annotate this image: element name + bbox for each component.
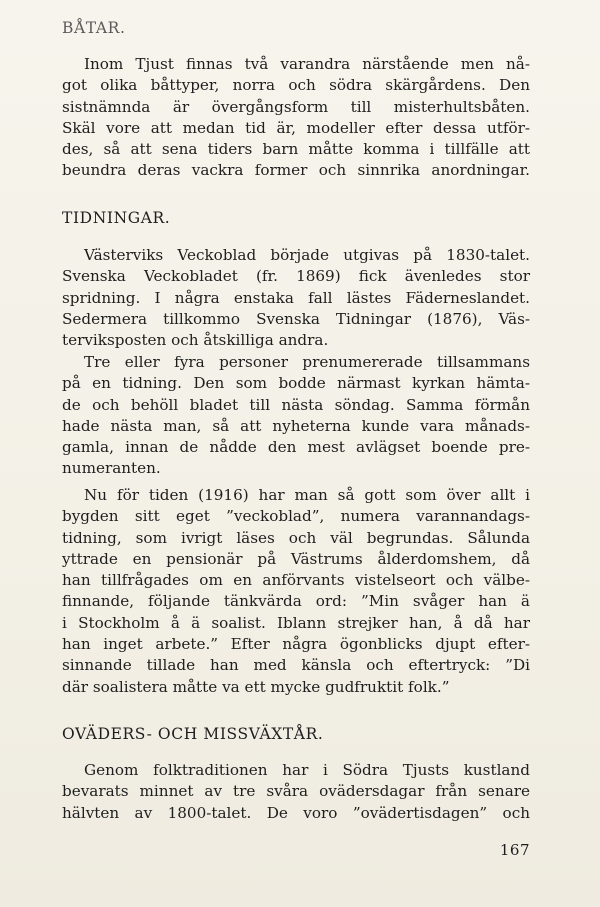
text-line: på en tidning. Den som bodde närmast kyrkan hämta- — [62, 374, 530, 393]
section-heading-tidningar: TIDNINGAR. — [62, 209, 171, 227]
text-line: i Stockholm å ä soalist. Iblann strejker han, å då har — [62, 613, 530, 632]
text-line: bygden sitt eget ”veckoblad”, numera varannandags- — [62, 507, 530, 526]
text-line: hälvten av 1800-talet. De voro ”ovädertisdagen” och — [62, 803, 530, 822]
text-line: Sedermera tillkommo Svenska Tidningar (1876), Väs- — [62, 309, 530, 328]
text-line: tidning, som ivrigt läses och väl begrundas. Sålunda — [62, 528, 530, 547]
text-line: Svenska Veckobladet (fr. 1869) fick ävenledes stor — [62, 267, 530, 286]
text-line: Inom Tjust finnas två varandra närstående men nå- — [84, 55, 530, 73]
text-line: hade nästa man, så att nyheterna kunde vara månads- — [62, 416, 530, 435]
text-line: sinnande tillade han med känsla och eftertryck: ”Di — [62, 656, 530, 675]
text-line: Nu för tiden (1916) har man så gott som över allt i — [84, 486, 530, 504]
text-line: han inget arbete.” Efter några ögonblicks djupt efter- — [62, 635, 530, 654]
text-line: där soalistera måtte va ett mycke gudfruktit folk.” — [62, 677, 450, 696]
paragraph-tidningar-1 — [62, 245, 530, 351]
paragraph-ovaders — [62, 760, 530, 824]
section-heading-ovaders: OVÄDERS- OCH MISSVÄXTÅR. — [62, 725, 324, 743]
text-line: gamla, innan de nådde den mest avlägset boende pre- — [62, 438, 530, 457]
section-heading-batar: BÅTAR. — [62, 19, 126, 37]
text-line: Tre eller fyra personer prenumererade tillsammans — [84, 353, 530, 371]
text-line: Västerviks Veckoblad började utgivas på 1830-talet. — [84, 246, 530, 264]
text-line: de och behöll bladet till nästa söndag. Samma förmån — [62, 395, 530, 414]
text-line: bevarats minnet av tre svåra ovädersdagar från senare — [62, 782, 530, 801]
text-line: terviksposten och åtskilliga andra. — [62, 331, 329, 350]
text-line: beundra deras vackra former och sinnrika anordningar. — [62, 161, 530, 180]
text-line: numeranten. — [62, 459, 161, 478]
text-line: sistnämnda är övergångsform till misterhultsbåten. — [62, 97, 530, 116]
text-line: des, så att sena tiders barn måtte komma i tillfälle att — [62, 140, 530, 159]
text-line: spridning. I några enstaka fall lästes Fäderneslandet. — [62, 288, 530, 307]
text-line: han tillfrågades om en anförvants vistelseort och välbe- — [62, 571, 530, 590]
text-line: Skäl vore att medan tid är, modeller efter dessa utför- — [62, 118, 530, 137]
paragraph-tidningar-3 — [62, 485, 530, 698]
text-line: Genom folktraditionen har i Södra Tjusts kustland — [84, 761, 530, 779]
text-line: finnande, följande tänkvärda ord: ”Min svåger han ä — [62, 592, 530, 611]
text-line: yttrade en pensionär på Västrums ålderdomshem, då — [62, 549, 530, 568]
paragraph-tidningar-2 — [62, 352, 530, 480]
text-line: got olika båttyper, norra och södra skärgårdens. Den — [62, 76, 530, 95]
page-number: 167 — [499, 841, 530, 859]
paragraph-batar — [62, 54, 530, 182]
